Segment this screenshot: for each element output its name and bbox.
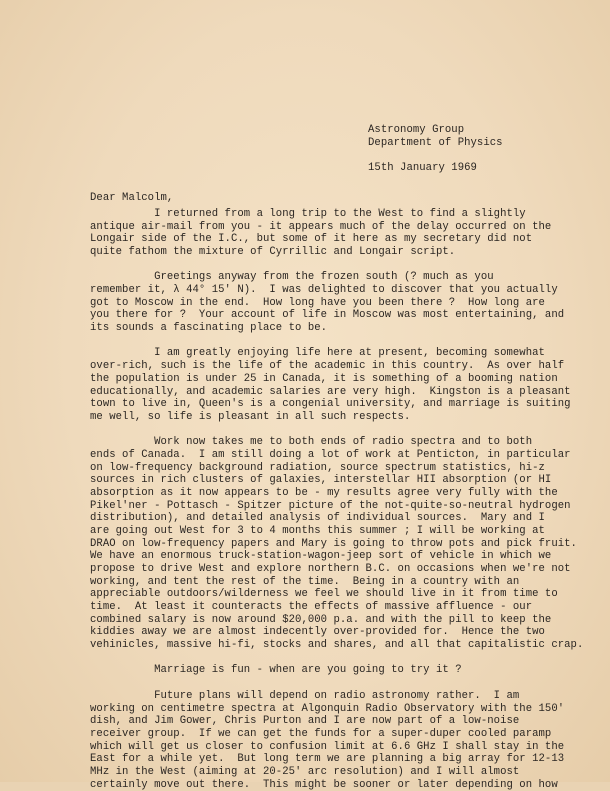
letter-line: ends of Canada. I am still doing a lot of work at Penticton, in particular — [90, 448, 571, 461]
letter-line: quite fathom the mixture of Cyrrillic and Longair script. — [90, 246, 456, 259]
letter-line: you there for ? Your account of life in Moscow was most entertaining, and — [90, 309, 565, 322]
letter-line: working on centimetre spectra at Algonquin Radio Observatory with the 150' — [90, 702, 565, 715]
letter-line: Greetings anyway from the frozen south (? much as you — [90, 271, 494, 284]
letter-line: time. At least it counteracts the effects of massive affluence - our — [90, 601, 533, 614]
letter-line: DRAO on low-frequency papers and Mary is going to throw pots and pick fruit. — [90, 537, 577, 550]
letter-line: MHz in the West (aiming at 20-25' arc resolution) and I will almost — [90, 765, 520, 778]
letter-line: certainly move out there. This might be sooner or later depending on how — [90, 778, 558, 791]
letter-line: educationally, and academic salaries are very high. Kingston is a pleasant — [90, 385, 571, 398]
letter-line: Future plans will depend on radio astronomy rather. I am — [90, 689, 520, 702]
letterhead-group: Astronomy Group — [368, 124, 465, 136]
letter-line: are going out West for 3 to 4 months this summer ; I will be working at — [90, 525, 545, 537]
letter-line: appreciable outdoors/wilderness we feel we should live in it from time to — [90, 588, 558, 601]
letter-line: absorption as it now appears to be - my results agree very fully with the — [90, 486, 558, 499]
letter-line: Marriage is fun - when are you going to try it ? — [90, 664, 462, 677]
letter-line: got to Moscow in the end. How long have you been there ? How long are — [90, 296, 545, 309]
letter-line: Work now takes me to both ends of radio spectra and to both — [90, 436, 533, 449]
letter-line: We have an enormous truck-station-wagon-jeep sort of vehicle in which we — [90, 550, 552, 563]
letter-line: East for a while yet. But long term we are planning a big array for 12-13 — [90, 753, 565, 766]
letter-line: combined salary is now around $20,000 p.a. and with the pill to keep the — [90, 613, 552, 626]
letter-line: distribution), and detailed analysis of individual sources. Mary and I — [90, 512, 545, 525]
letter-date: 15th January 1969 — [368, 162, 477, 174]
letter-line: which will get us closer to confusion limit at 6.6 GHz I shall stay in the — [90, 740, 565, 753]
letter-line: working, and tent the rest of the time. Being in a country with an — [90, 575, 520, 588]
letter-line: vehinicles, massive hi-fi, stocks and shares, and all that capitalistic crap. — [90, 639, 584, 652]
letter-line: its sounds a fascinating place to be. — [90, 322, 328, 335]
letter-line: dish, and Jim Gower, Chris Purton and I are now part of a low-noise — [90, 715, 520, 728]
letter-line: propose to drive West and explore northern B.C. on occasions when we're not — [90, 563, 571, 576]
letter-line: antique air-mail from you - it appears much of the delay occurred on the — [90, 220, 552, 233]
letter-line: the population is under 25 in Canada, it is something of a booming nation — [90, 372, 558, 385]
letter-line: Pikel'ner - Pottasch - Spitzer picture of the not-quite-so-neutral hydrogen — [90, 499, 571, 512]
letter-line: Longair side of the I.C., but some of it here as my secretary did not — [90, 233, 533, 246]
letter-line: over-rich, such is the life of the academic in this country. As over half — [90, 360, 565, 373]
letter-line: I am greatly enjoying life here at present, becoming somewhat — [90, 347, 545, 360]
letter-line: on low-frequency background radiation, source spectrum statistics, hi-z — [90, 461, 545, 474]
letter-line: kiddies away we are almost indecently over-provided for. Hence the two — [90, 626, 545, 639]
letter-line: receiver group. If we can get the funds for a super-duper cooled paramp — [90, 727, 552, 740]
letter-line: me well, so life is pleasant in all such respects. — [90, 410, 411, 423]
letter-line: remember it, λ 44° 15' N). I was delighted to discover that you actually — [90, 284, 558, 297]
letter-line: I returned from a long trip to the West to find a slightly — [90, 208, 526, 220]
letter-line: town to live in, Queen's is a congenial university, and marriage is suiting — [90, 398, 571, 411]
salutation: Dear Malcolm, — [90, 192, 174, 204]
letterhead-department: Department of Physics — [368, 137, 503, 149]
letter-line: sources in rich clusters of galaxies, interstellar HII absorption (or HI — [90, 474, 552, 487]
